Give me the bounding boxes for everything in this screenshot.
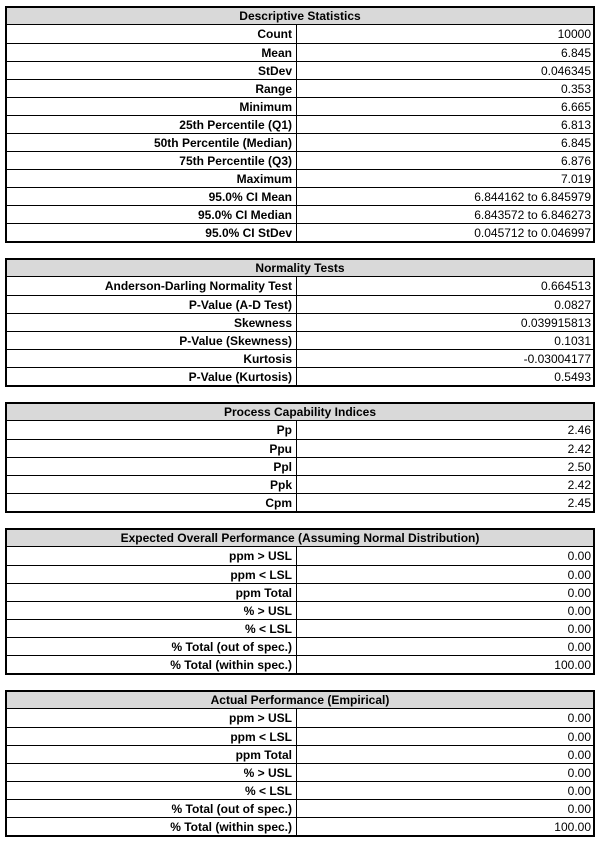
row-label: Pp	[7, 421, 297, 439]
table-row	[7, 61, 593, 79]
row-value: 0.353	[560, 82, 591, 96]
row-label: Ppu	[7, 440, 297, 457]
row-label: Range	[7, 80, 297, 97]
row-label: % > USL	[7, 602, 297, 619]
row-label: P-Value (A-D Test)	[7, 296, 297, 313]
row-label: % < LSL	[7, 620, 297, 637]
table-body	[7, 25, 593, 241]
row-value: 0.00	[567, 784, 591, 798]
table-row	[7, 655, 593, 673]
table-row	[7, 565, 593, 583]
row-label: ppm < LSL	[7, 566, 297, 583]
table-row	[7, 727, 593, 745]
row-value: 0.045712 to 0.046997	[474, 226, 591, 240]
row-value: 100.00	[554, 658, 591, 672]
row-value: 0.039915813	[520, 316, 591, 330]
row-label: ppm > USL	[7, 709, 297, 727]
row-label: 95.0% CI Mean	[7, 188, 297, 205]
row-label: 75th Percentile (Q3)	[7, 152, 297, 169]
row-value: 0.00	[567, 766, 591, 780]
row-value: 0.00	[567, 802, 591, 816]
table-body	[7, 547, 593, 673]
table-row	[7, 799, 593, 817]
row-value: 0.00	[567, 640, 591, 654]
row-value: 0.00	[567, 711, 591, 725]
table-row	[7, 493, 593, 511]
table-row	[7, 745, 593, 763]
row-value: 2.46	[567, 423, 591, 437]
row-label: Minimum	[7, 98, 297, 115]
table-row	[7, 79, 593, 97]
table-row	[7, 601, 593, 619]
row-value: 0.664513	[540, 279, 591, 293]
table-row	[7, 43, 593, 61]
row-value: 0.1031	[554, 334, 591, 348]
row-label: 25th Percentile (Q1)	[7, 116, 297, 133]
row-label: 50th Percentile (Median)	[7, 134, 297, 151]
table-row	[7, 583, 593, 601]
table-title: Expected Overall Performance (Assuming Normal Distribution)	[7, 530, 593, 547]
table-row	[7, 439, 593, 457]
row-value: 0.00	[567, 586, 591, 600]
row-value: 0.00	[567, 604, 591, 618]
row-value: 7.019	[560, 172, 591, 186]
table-body	[7, 277, 593, 385]
table-row	[7, 223, 593, 241]
row-label: Mean	[7, 44, 297, 61]
table-row	[7, 367, 593, 385]
row-value: 0.0827	[554, 298, 591, 312]
row-label: StDev	[7, 62, 297, 79]
table-row	[7, 169, 593, 187]
table-title: Process Capability Indices	[7, 404, 593, 421]
process-capability-table	[5, 402, 595, 513]
row-value: 2.45	[567, 496, 591, 510]
row-value: 0.5493	[554, 370, 591, 384]
table-row	[7, 457, 593, 475]
row-value: 0.00	[567, 568, 591, 582]
table-row	[7, 709, 593, 727]
row-value: 6.843572 to 6.846273	[474, 208, 591, 222]
row-label: Count	[7, 25, 297, 43]
row-value: -0.03004177	[523, 352, 591, 366]
row-label: % Total (within spec.)	[7, 818, 297, 835]
table-row	[7, 619, 593, 637]
row-label: % Total (out of spec.)	[7, 800, 297, 817]
row-value: 6.665	[560, 100, 591, 114]
row-value: 6.844162 to 6.845979	[474, 190, 591, 204]
descriptive-statistics-table	[5, 6, 595, 243]
actual-performance-table	[5, 690, 595, 837]
row-label: 95.0% CI StDev	[7, 224, 297, 241]
row-value: 0.046345	[540, 64, 591, 78]
row-label: % Total (within spec.)	[7, 656, 297, 673]
row-label: 95.0% CI Median	[7, 206, 297, 223]
row-label: Cpm	[7, 494, 297, 511]
row-value: 0.00	[567, 622, 591, 636]
row-label: Anderson-Darling Normality Test	[7, 277, 297, 295]
table-row	[7, 331, 593, 349]
table-row	[7, 781, 593, 799]
table-row	[7, 349, 593, 367]
row-label: ppm Total	[7, 584, 297, 601]
row-value: 2.50	[567, 460, 591, 474]
row-value: 10000	[557, 27, 591, 41]
table-row	[7, 547, 593, 565]
row-label: % Total (out of spec.)	[7, 638, 297, 655]
row-value: 6.845	[560, 46, 591, 60]
row-label: P-Value (Kurtosis)	[7, 368, 297, 385]
row-value: 6.845	[560, 136, 591, 150]
normality-tests-table	[5, 258, 595, 387]
table-row	[7, 151, 593, 169]
row-value: 100.00	[554, 820, 591, 834]
table-row	[7, 97, 593, 115]
table-row	[7, 295, 593, 313]
table-row	[7, 421, 593, 439]
table-title: Descriptive Statistics	[7, 8, 593, 25]
table-row	[7, 277, 593, 295]
row-label: ppm > USL	[7, 547, 297, 565]
row-value: 2.42	[567, 442, 591, 456]
row-label: Kurtosis	[7, 350, 297, 367]
row-value: 0.00	[567, 549, 591, 563]
table-row	[7, 313, 593, 331]
table-body	[7, 709, 593, 835]
row-value: 0.00	[567, 730, 591, 744]
table-row	[7, 133, 593, 151]
row-label: ppm Total	[7, 746, 297, 763]
row-label: P-Value (Skewness)	[7, 332, 297, 349]
table-row	[7, 205, 593, 223]
table-row	[7, 187, 593, 205]
row-value: 0.00	[567, 748, 591, 762]
row-label: Ppk	[7, 476, 297, 493]
table-row	[7, 25, 593, 43]
row-label: ppm < LSL	[7, 728, 297, 745]
table-title: Actual Performance (Empirical)	[7, 692, 593, 709]
table-body	[7, 421, 593, 511]
table-row	[7, 817, 593, 835]
row-value: 6.876	[560, 154, 591, 168]
table-row	[7, 763, 593, 781]
table-row	[7, 475, 593, 493]
row-value: 6.813	[560, 118, 591, 132]
row-label: % < LSL	[7, 782, 297, 799]
table-row	[7, 115, 593, 133]
row-label: Skewness	[7, 314, 297, 331]
row-label: Ppl	[7, 458, 297, 475]
table-row	[7, 637, 593, 655]
expected-performance-table	[5, 528, 595, 675]
table-title: Normality Tests	[7, 260, 593, 277]
row-label: Maximum	[7, 170, 297, 187]
row-label: % > USL	[7, 764, 297, 781]
row-value: 2.42	[567, 478, 591, 492]
